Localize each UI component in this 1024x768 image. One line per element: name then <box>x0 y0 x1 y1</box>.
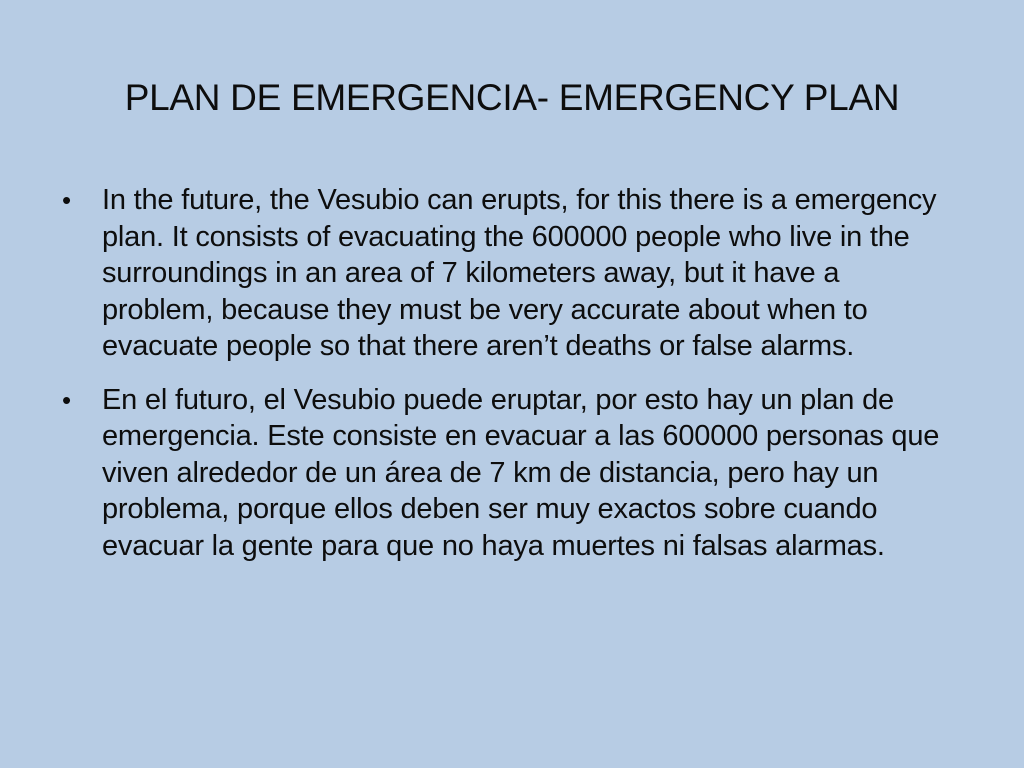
bullet-text-spanish: En el futuro, el Vesubio puede eruptar, por esto hay un plan de emergencia. Este consiste en evacuar a las 600000 personas que viven alrededor de un área de 7 km de distancia, pero hay un problema, porque ellos deben ser muy exactos sobre cuando evacuar la gente para que no haya muertes ni falsas alarmas. <box>102 383 940 562</box>
bullet-text-english: In the future, the Vesubio can erupts, for this there is a emergency plan. It consists of evacuating the 600000 people who live in the surroundings in an area of 7 kilometers away, but it have a problem, because they must be very accurate about when to evacuate people so that there aren’t deaths or false alarms. <box>102 184 937 362</box>
slide-title: PLAN DE EMERGENCIA- EMERGENCY PLAN <box>124 77 900 118</box>
bullet-icon: • <box>62 185 72 215</box>
bullet-icon: • <box>62 384 72 415</box>
bullet-list <box>52 182 952 581</box>
bullet-item-english <box>52 182 952 365</box>
bullet-item-spanish <box>52 382 952 565</box>
